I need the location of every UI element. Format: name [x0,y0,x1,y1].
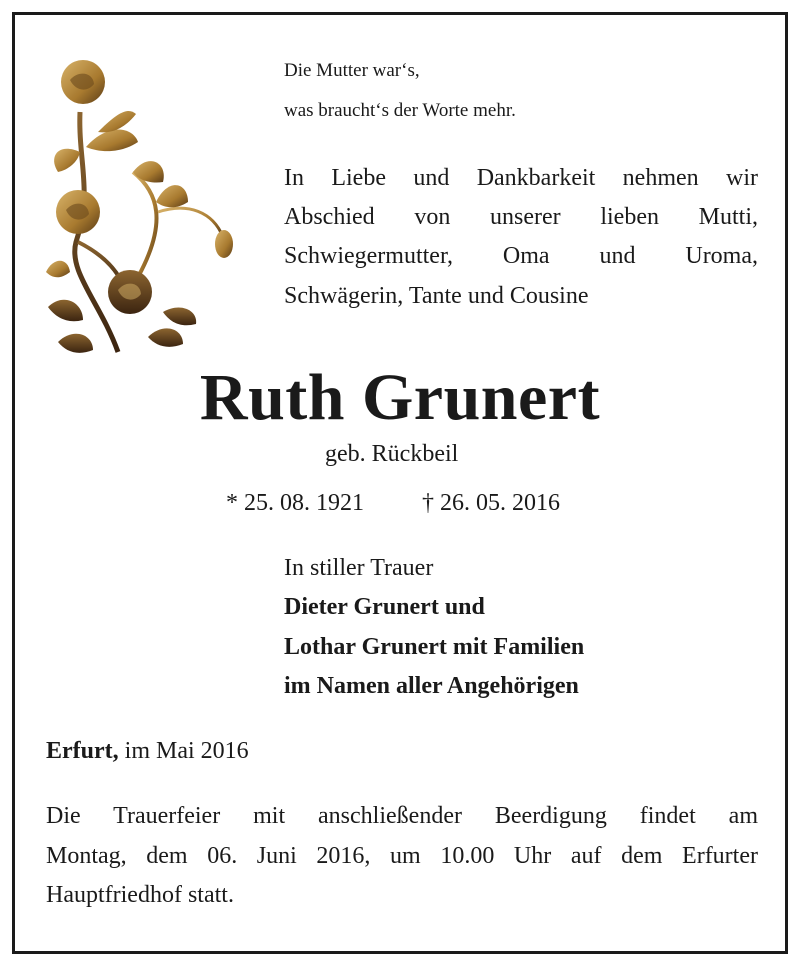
place-date [46,738,249,765]
mourners-heading: In stiller Trauer [284,555,434,581]
death-date: † 26. 05. 2016 [422,490,560,516]
intro-line-3: Schwiegermutter, Oma und Uroma, [284,243,758,269]
mourner-line-1: Dieter Grunert und [284,594,485,620]
motto-line-1: Die Mutter war‘s, [284,60,420,81]
roses-illustration [38,52,238,367]
motto-line-2: was braucht‘s der Worte mehr. [284,100,516,121]
intro-line-2: Abschied von unserer lieben Mutti, [284,204,758,230]
mourner-line-3: im Namen aller Angehörigen [284,673,579,699]
funeral-line-1: Die Trauerfeier mit anschließender Beerdigung findet am [46,803,758,829]
funeral-line-3: Hauptfriedhof statt. [46,882,234,908]
place: Erfurt, [46,738,119,764]
mourner-line-2: Lothar Grunert mit Familien [284,634,585,660]
date: im Mai 2016 [124,738,249,764]
birth-date: * 25. 08. 1921 [226,490,364,516]
maiden-name: geb. Rückbeil [325,441,459,467]
funeral-line-2: Montag, dem 06. Juni 2016, um 10.00 Uhr auf dem Erfurter [46,843,758,869]
intro-line-4: Schwägerin, Tante und Cousine [284,283,589,309]
intro-line-1: In Liebe und Dankbarkeit nehmen wir [284,165,758,191]
deceased-name: Ruth Grunert [199,361,601,434]
